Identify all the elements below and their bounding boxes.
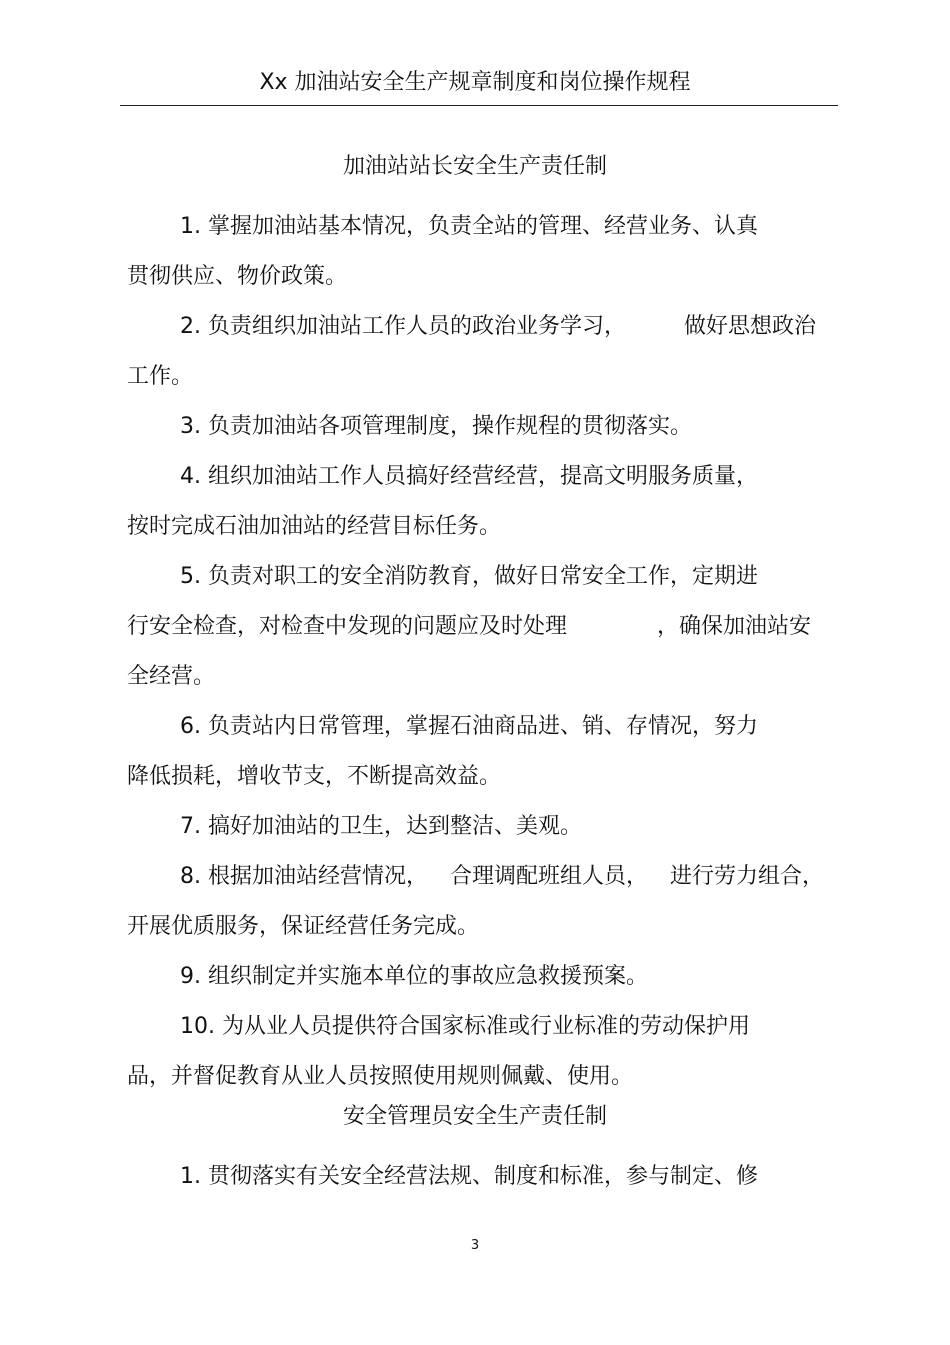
text-line: 开展优质服务，保证经营任务完成。 — [127, 914, 480, 939]
text-line: 全经营。 — [127, 664, 216, 689]
text-line: 1. 贯彻落实有关安全经营法规、制度和标准，参与制定、修 — [180, 1164, 758, 1189]
text-line: 4. 组织加油站工作人员搞好经营经营，提高文明服务质量， — [180, 464, 758, 489]
text-line: 3. 负责加油站各项管理制度，操作规程的贯彻落实。 — [180, 414, 692, 439]
text-line: 5. 负责对职工的安全消防教育，做好日常安全工作，定期进 — [180, 564, 758, 589]
section-heading: 安全管理员安全生产责任制 — [342, 1104, 607, 1129]
text-line: ，确保加油站安 — [657, 614, 812, 639]
text-line: 工作。 — [127, 364, 194, 389]
text-line: 6. 负责站内日常管理，掌握石油商品进、销、存情况，努力 — [180, 714, 758, 739]
text-line: 做好思想政治 — [684, 314, 817, 339]
text-line: 7. 搞好加油站的卫生，达到整洁、美观。 — [180, 814, 582, 839]
text-line: 1. 掌握加油站基本情况，负责全站的管理、经营业务、认真 — [180, 214, 758, 239]
text-line: 合理调配班组人员， — [450, 864, 649, 889]
text-line: 贯彻供应、物价政策。 — [127, 264, 348, 289]
page-number: 3 — [470, 1238, 480, 1253]
text-line: 8. 根据加油站经营情况， — [180, 864, 428, 889]
text-line: 2. 负责组织加油站工作人员的政治业务学习， — [180, 314, 626, 339]
text-line: 9. 组织制定并实施本单位的事故应急救援预案。 — [180, 964, 648, 989]
text-line: 品，并督促教育从业人员按照使用规则佩戴、使用。 — [127, 1064, 634, 1089]
text-line: 按时完成石油加油站的经营目标任务。 — [127, 514, 502, 539]
text-line: 行安全检查，对检查中发现的问题应及时处理 — [127, 614, 568, 639]
text-line: 10. 为从业人员提供符合国家标准或行业标准的劳动保护用 — [180, 1014, 750, 1039]
section-heading: 加油站站长安全生产责任制 — [342, 154, 607, 179]
header-rule — [120, 105, 838, 106]
text-line: 降低损耗，增收节支，不断提高效益。 — [127, 764, 502, 789]
text-line: 进行劳力组合， — [670, 864, 825, 889]
page-header-title: Xx 加油站安全生产规章制度和岗位操作规程 — [259, 70, 691, 95]
